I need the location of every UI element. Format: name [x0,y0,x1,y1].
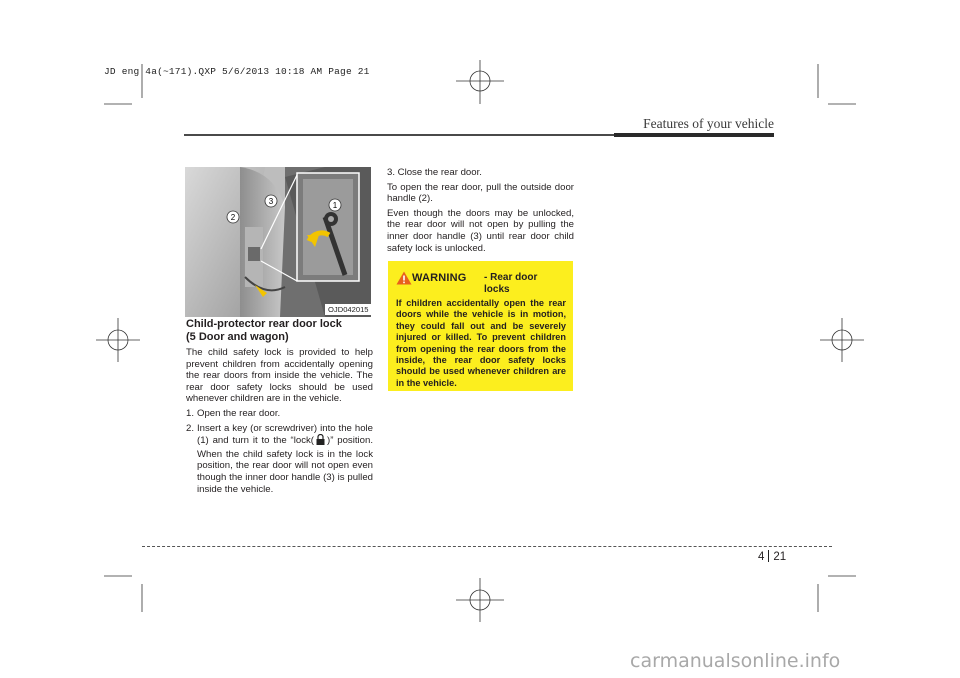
callout-2: 2 [230,213,236,222]
step-1: 1. Open the rear door. [186,407,281,419]
callout-1: 1 [332,201,338,210]
lock-icon [316,434,325,449]
step-2: 2. Insert a key (or screwdriver) into the hole (1) and turn it to the “lock( )” position. When the child safety lock is in the lock position, the rear door will not open even though the inner door handle (3) is pulled inside the vehicle. [186,422,373,495]
unlock-note: Even though the doors may be unlocked, the rear door will not open by pulling the inner door handle (3) until rear door child safety lock is unlocked. [387,207,574,254]
warning-body: If children accidentally open the rear doors while the vehicle is in motion, they could fall out and be severely injured or killed. To prevent children from opening the rear doors from the inside, the rear door safety locks should be used whenever children are in the vehicle. [396,298,566,388]
watermark: carmanualsonline.info [630,650,841,672]
warning-label: WARNING [412,272,467,284]
page-number: 4 21 [758,551,787,563]
intro-paragraph: The child safety lock is provided to help prevent children from accidentally opening the rear doors from inside the vehicle. The rear door safety locks should be used whenever children are in the vehicle. [186,347,373,405]
warning-subtitle: - Rear door locks [484,272,538,295]
figure-code: OJD042015 [325,304,372,315]
left-column [186,318,373,498]
print-slug: JD eng 4a(~171).QXP 5/6/2013 10:18 AM Page 21 [104,66,370,77]
step-3: 3. Close the rear door. [387,167,482,178]
callout-3: 3 [268,197,274,206]
warning-triangle-icon [396,271,412,285]
rear-door-illustration [185,167,371,317]
right-column [387,167,574,257]
open-instructions: To open the rear door, pull the outside door handle (2). [387,181,574,205]
warning-box [388,261,573,391]
header-rule-accent [614,133,774,137]
footer-dashed-rule [142,546,832,547]
section-heading: Child-protector rear door lock (5 Door and wagon) [186,318,342,343]
section-title: Features of your vehicle [643,116,774,131]
